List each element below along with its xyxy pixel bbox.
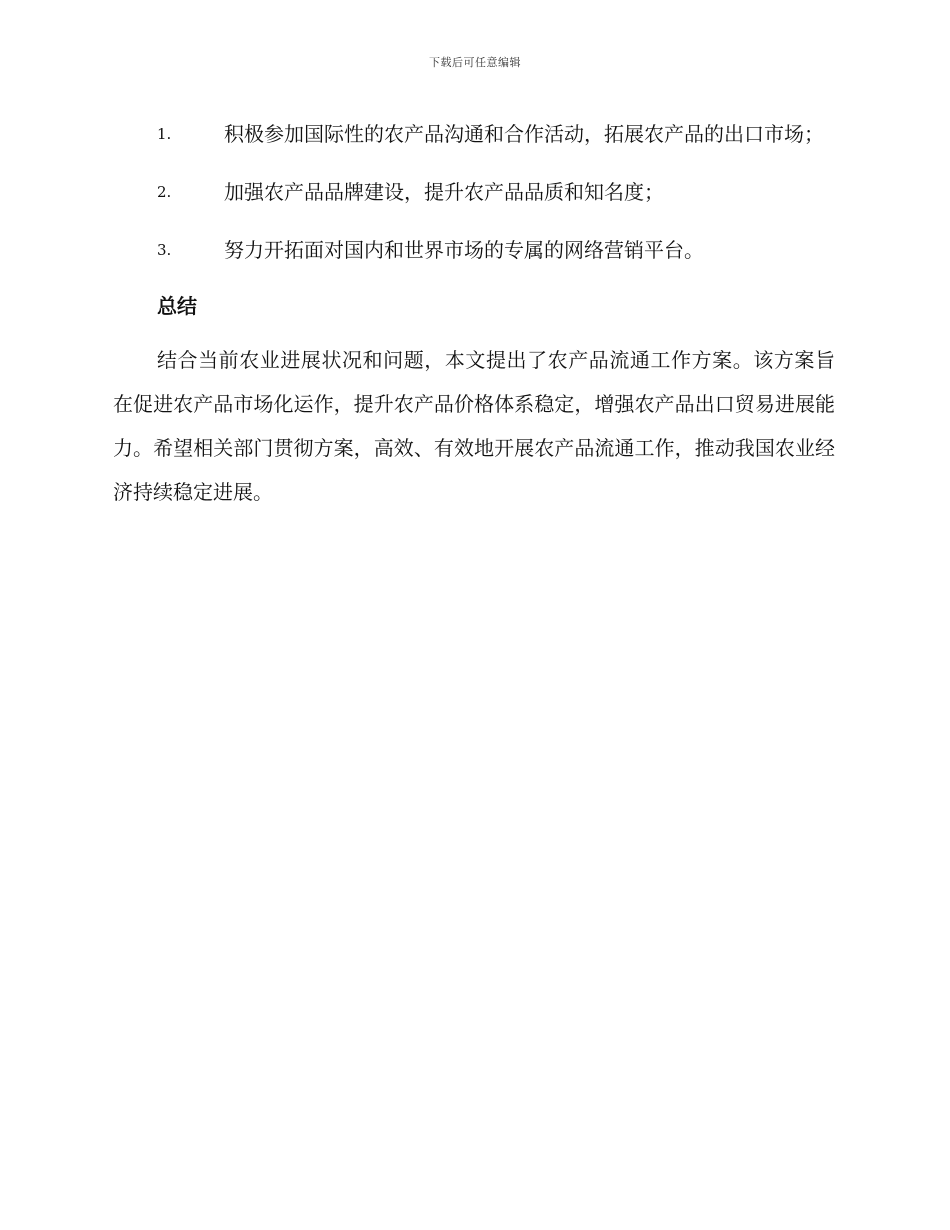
- measure-list: [113, 112, 835, 272]
- summary-heading: 总结: [157, 294, 197, 318]
- list-item-text: 努力开拓面对国内和世界市场的专属的网络营销平台。: [224, 238, 704, 262]
- summary-paragraph: 结合当前农业进展状况和问题，本文提出了农产品流通工作方案。该方案旨在促进农产品市场化运作，提升农产品价格体系稳定，增强农产品出口贸易进展能力。希望相关部门贯彻方案，高效、有效地开展农产品流通工作，推动我国农业经济持续稳定进展。: [113, 348, 835, 504]
- list-item-text: 积极参加国际性的农产品沟通和合作活动，拓展农产品的出口市场；: [224, 122, 824, 146]
- list-item: [113, 228, 835, 272]
- list-item: [113, 170, 835, 214]
- header-note: 下载后可任意编辑: [429, 56, 521, 69]
- list-item-number: 3.: [157, 241, 172, 259]
- list-item-number: 2.: [157, 183, 172, 201]
- list-item-number: 1.: [157, 125, 172, 143]
- list-item: [113, 112, 835, 156]
- list-item-text: 加强农产品品牌建设，提升农产品品质和知名度；: [224, 180, 664, 204]
- document-body: [113, 112, 835, 514]
